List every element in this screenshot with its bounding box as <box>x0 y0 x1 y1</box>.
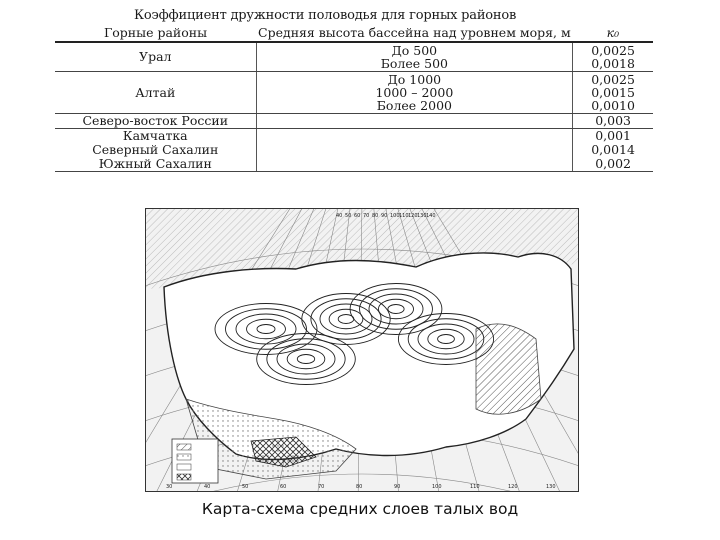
degree-label-top: 90 <box>381 213 388 219</box>
k0-value: 0,0015 <box>591 85 635 100</box>
cell-heights-altai <box>256 72 573 114</box>
cell-region-ural: Урал <box>55 42 256 72</box>
table-header-row <box>55 24 653 42</box>
degree-label-bottom: 130 <box>546 484 556 490</box>
k0-value: 0,0025 <box>591 43 635 58</box>
k0-value: 0,0018 <box>591 56 635 71</box>
east-hatch-region <box>476 324 541 414</box>
table-row-south-sakhalin <box>55 157 653 172</box>
height-value: До 1000 <box>387 72 442 87</box>
cell-height-empty <box>256 143 573 157</box>
cell-region-altai: Алтай <box>55 72 256 114</box>
header-k0: к₀ <box>573 24 653 42</box>
table-row-altai <box>55 72 653 114</box>
height-value: 1000 – 2000 <box>375 85 454 100</box>
cell-height-empty <box>256 157 573 172</box>
height-value: До 500 <box>391 43 438 58</box>
coefficient-table <box>55 24 653 172</box>
header-region: Горные районы <box>55 24 256 42</box>
degree-label-bottom: 90 <box>394 484 401 490</box>
degree-label-top: 60 <box>354 213 361 219</box>
table-row-northeast <box>55 114 653 129</box>
cell-region-northeast: Северо-восток России <box>55 114 256 129</box>
melt-water-map <box>145 208 579 492</box>
degree-label-bottom: 100 <box>432 484 442 490</box>
degree-label-top: 120 <box>408 213 418 219</box>
height-value: Более 500 <box>380 56 448 71</box>
cell-region-kamchatka: Камчатка <box>122 128 188 143</box>
map-degree-labels-top <box>336 213 436 219</box>
degree-label-top: 70 <box>363 213 370 219</box>
degree-label-bottom: 60 <box>280 484 287 490</box>
table-row-north-sakhalin <box>55 143 653 157</box>
degree-label-top: 100 <box>390 213 400 219</box>
k0-value: 0,001 <box>595 128 631 143</box>
degree-label-bottom: 30 <box>166 484 173 490</box>
table-row-ural <box>55 42 653 72</box>
degree-label-bottom: 70 <box>318 484 325 490</box>
k0-value: 0,0010 <box>591 98 635 113</box>
degree-label-top: 140 <box>426 213 436 219</box>
degree-label-bottom: 110 <box>470 484 480 490</box>
degree-label-top: 40 <box>336 213 343 219</box>
cell-region-south-sakhalin: Южный Сахалин <box>55 157 256 172</box>
degree-label-bottom: 50 <box>242 484 249 490</box>
k0-value: 0,0014 <box>591 142 635 157</box>
cell-height-empty <box>256 114 573 129</box>
map-caption: Карта-схема средних слоев талых вод <box>201 500 519 518</box>
degree-label-top: 80 <box>372 213 379 219</box>
cell-heights-ural <box>256 42 573 72</box>
degree-label-bottom: 80 <box>356 484 363 490</box>
table-row-kamchatka <box>55 129 653 144</box>
header-height: Средняя высота бассейна над уровнем моря, м <box>258 25 571 40</box>
cell-height-empty <box>256 129 573 144</box>
degree-label-top: 130 <box>417 213 427 219</box>
k0-value: 0,0025 <box>591 72 635 87</box>
k0-value: 0,003 <box>573 114 653 129</box>
cell-values-altai <box>573 72 653 114</box>
degree-label-bottom: 40 <box>204 484 211 490</box>
k0-value: 0,002 <box>573 157 653 172</box>
height-value: Более 2000 <box>376 98 452 113</box>
degree-label-top: 110 <box>399 213 409 219</box>
cell-region-north-sakhalin: Северный Сахалин <box>92 142 219 157</box>
degree-label-bottom: 120 <box>508 484 518 490</box>
table-title: Коэффициент дружности половодья для горных районов <box>134 8 517 23</box>
map-image <box>146 209 578 491</box>
cell-values-ural <box>573 42 653 72</box>
degree-label-top: 50 <box>345 213 352 219</box>
